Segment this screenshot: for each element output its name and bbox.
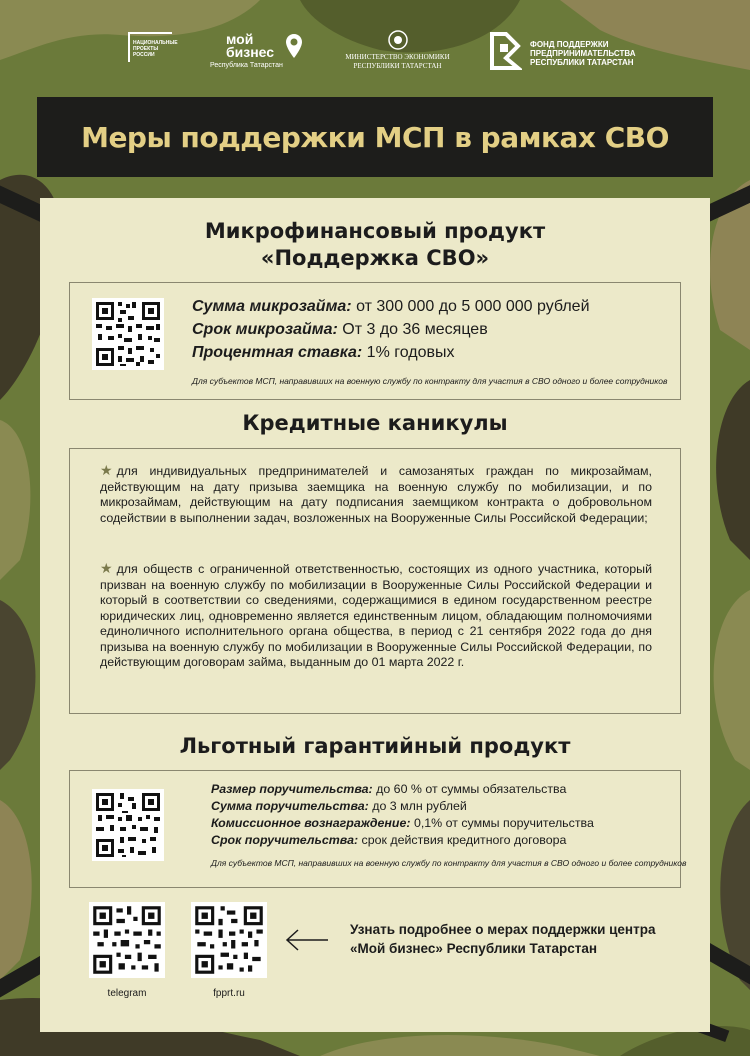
- title-bar: [37, 97, 713, 177]
- guarantee-note: Для субъектов МСП, направивших на военную службу по контракту для участия в СВО одного и более сотрудников: [211, 858, 687, 868]
- guarantee-fee-row: [211, 815, 594, 832]
- guarantee-title: Льготный гарантийный продукт: [179, 734, 571, 758]
- loan-amount-label: Сумма микрозайма:: [192, 298, 352, 315]
- interest-rate-label: Процентная ставка:: [192, 344, 363, 361]
- microfinance-title-line2: «Поддержка СВО»: [260, 246, 490, 270]
- arrow-left-icon: [284, 928, 330, 952]
- guarantee-fee-label: Комиссионное вознаграждение:: [211, 816, 411, 830]
- ministry-line1: МИНИСТЕРСТВО ЭКОНОМИКИ: [345, 53, 450, 61]
- star-icon: ★: [100, 560, 113, 576]
- guarantee-term-value: срок действия кредитного договора: [358, 833, 567, 847]
- credit-holidays-item-1: [100, 463, 652, 526]
- fpprt-qr-code[interactable]: [191, 902, 267, 978]
- guarantee-box: [69, 770, 687, 888]
- microfinance-box: [69, 282, 681, 400]
- credit-holidays-item-2: [100, 561, 652, 671]
- guarantee-size-row: [211, 781, 566, 798]
- fund-line3: РЕСПУБЛИКИ ТАТАРСТАН: [530, 58, 634, 67]
- telegram-caption: telegram: [107, 988, 147, 999]
- loan-term-label: Срок микрозайма:: [192, 321, 338, 338]
- guarantee-amount-label: Сумма поручительства:: [211, 799, 369, 813]
- my-business-line3: Республика Татарстан: [210, 62, 283, 69]
- credit-holidays-title: Кредитные каникулы: [242, 411, 508, 435]
- fund-line2: ПРЕДПРИНИМАТЕЛЬСТВА: [530, 49, 636, 58]
- guarantee-size-value: до 60 % от суммы обязательства: [372, 782, 567, 796]
- microfinance-note: Для субъектов МСП, направивших на военную службу по контракту для участия в СВО одного и более сотрудников: [192, 376, 668, 386]
- guarantee-term-label: Срок поручительства:: [211, 833, 359, 847]
- credit-holidays-box: [69, 448, 681, 714]
- star-icon: ★: [100, 462, 113, 478]
- loan-amount-value: от 300 000 до 5 000 000 рублей: [351, 298, 590, 315]
- loan-term-row: [192, 319, 488, 341]
- guarantee-amount-row: [211, 798, 467, 815]
- ministry-economy-logo: [340, 30, 455, 70]
- fpprt-caption: fpprt.ru: [213, 988, 245, 999]
- support-fund-logo: [488, 32, 648, 72]
- content-panel: [40, 198, 710, 1032]
- national-projects-logo-text: НАЦИОНАЛЬНЫЕ ПРОЕКТЫ РОССИИ: [133, 40, 178, 58]
- telegram-qr-code[interactable]: [89, 902, 165, 978]
- my-business-line1: мой: [226, 31, 254, 47]
- more-info-line1: Узнать подробнее о мерах поддержки центра: [350, 922, 656, 937]
- fund-line1: ФОНД ПОДДЕРЖКИ: [530, 40, 609, 49]
- loan-term-value: От 3 до 36 месяцев: [337, 321, 488, 338]
- interest-rate-row: [192, 342, 455, 364]
- interest-rate-value: 1% годовых: [362, 344, 455, 361]
- more-info-line2: «Мой бизнес» Республики Татарстан: [350, 941, 598, 956]
- loan-amount-row: [192, 296, 590, 318]
- ministry-line2: РЕСПУБЛИКИ ТАТАРСТАН: [353, 62, 442, 70]
- microfinance-qr-code[interactable]: [92, 298, 164, 370]
- header-logos: [0, 0, 750, 90]
- credit-holidays-item-2-text: для обществ с ограниченной ответственностью, состоящих из одного участника, который призван на военную службу по мобилизации в Вооруженные Силы Российской Федерации и который в соответствии со сведениями, содержащимися в едином государственном реестре юридических лиц, одновременно является единственным лицом, обладающим полномочиями единоличного исполнительного органа общества, в период с 21 сентября 2022 года до дня призыва на военную службу по мобилизации в Вооруженные Силы Российской Федерации, по действующим договорам займа, выданным до 01 марта 2022 г.: [100, 562, 652, 669]
- credit-holidays-item-1-text: для индивидуальных предпринимателей и самозанятых граждан по микрозаймам, действующим на дату призыва заемщика на военную службу по мобилизации, и по микрозаймам, действующим на дату подписания заемщиком контракта о добровольном содействии в выполнении задач, возложенных на Вооруженные Силы Российской Федерации;: [100, 464, 652, 525]
- page-title: Меры поддержки МСП в рамках СВО: [81, 120, 669, 154]
- fund-emblem-icon: [488, 32, 522, 70]
- microfinance-title-line1: Микрофинансовый продукт: [204, 219, 546, 243]
- location-pin-icon: [286, 34, 302, 60]
- guarantee-fee-value: 0,1% от суммы поручительства: [410, 816, 594, 830]
- my-business-line2: бизнес: [226, 44, 275, 60]
- my-business-logo: [210, 32, 320, 72]
- guarantee-qr-code[interactable]: [92, 789, 164, 861]
- guarantee-size-label: Размер поручительства:: [211, 782, 373, 796]
- national-projects-logo: [128, 32, 178, 62]
- ministry-emblem-icon: [388, 30, 408, 50]
- guarantee-term-row: [211, 832, 566, 849]
- guarantee-amount-value: до 3 млн рублей: [368, 799, 467, 813]
